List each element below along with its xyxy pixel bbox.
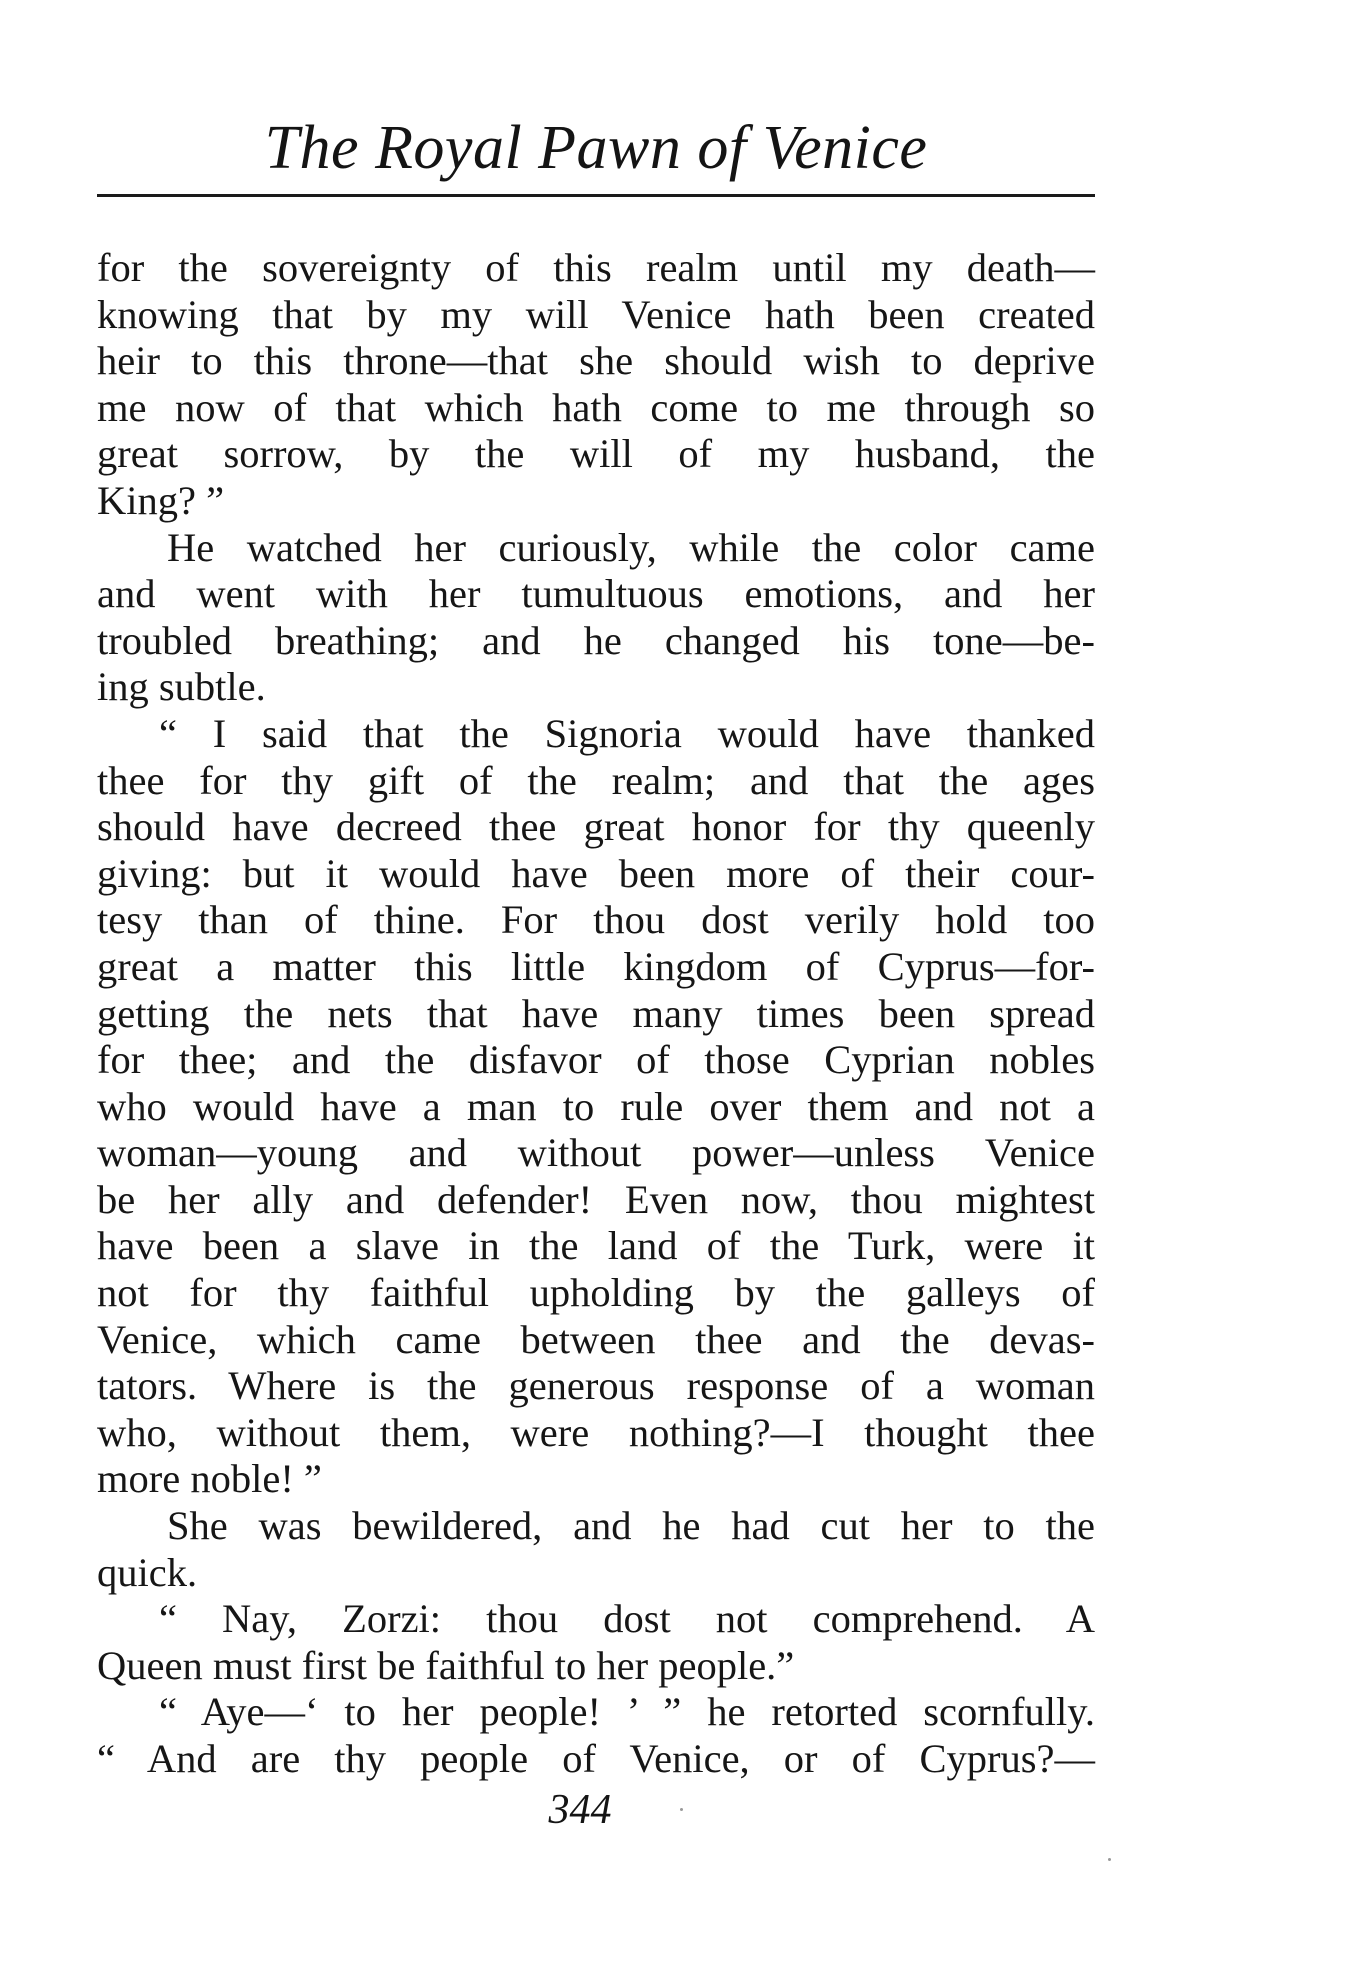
text-line: not for thy faithful upholding by the galleys of [97, 1270, 1095, 1316]
body-text [97, 245, 1095, 1783]
text-line: giving: but it would have been more of their cour- [97, 850, 1095, 896]
text-line: thee for thy gift of the realm; and that the ages [97, 757, 1095, 803]
paragraph-start-line: “ Nay, Zorzi: thou dost not comprehend. A [159, 1596, 1095, 1642]
page-number: 344 [548, 1787, 612, 1833]
text-line: getting the nets that have many times been spread [97, 990, 1095, 1036]
text-line: who, without them, were nothing?—I thought thee [97, 1409, 1095, 1455]
text-line: “ And are thy people of Venice, or of Cyprus?— [97, 1736, 1095, 1781]
text-line: quick. [97, 1549, 198, 1595]
text-line: Venice, which came between thee and the devas- [97, 1316, 1095, 1362]
text-line: and went with her tumultuous emotions, and her [97, 571, 1095, 617]
paragraph-start-line: “ I said that the Signoria would have thanked [159, 710, 1095, 756]
paragraph-start-line: “ Aye—‘ to her people! ’ ” he retorted scornfully. [159, 1689, 1095, 1735]
text-line: tesy than of thine. For thou dost verily hold too [97, 897, 1095, 943]
text-line: for thee; and the disfavor of those Cyprian nobles [97, 1037, 1095, 1083]
ink-speck [680, 1808, 683, 1811]
text-line: ing subtle. [97, 664, 266, 710]
text-line: who would have a man to rule over them and not a [97, 1083, 1095, 1129]
text-line: knowing that by my will Venice hath been created [97, 291, 1095, 337]
paragraph-start-line: She was bewildered, and he had cut her to the [167, 1503, 1095, 1549]
running-head: The Royal Pawn of Venice [264, 114, 928, 182]
text-line: heir to this throne—that she should wish to deprive [97, 338, 1095, 384]
text-line: King? ” [97, 477, 225, 523]
ink-speck [1108, 1858, 1111, 1861]
text-line: tators. Where is the generous response of a woman [97, 1363, 1095, 1409]
text-line: have been a slave in the land of the Turk, were it [97, 1223, 1095, 1269]
text-line: troubled breathing; and he changed his tone—be- [97, 617, 1095, 663]
text-line: Queen must first be faithful to her people.” [97, 1642, 795, 1688]
text-line: be her ally and defender! Even now, thou mightest [97, 1176, 1095, 1222]
text-line: should have decreed thee great honor for thy queenly [97, 804, 1095, 850]
paragraph-start-line: He watched her curiously, while the color came [167, 524, 1095, 570]
header-rule [97, 194, 1095, 197]
text-line: for the sovereignty of this realm until my death— [97, 245, 1095, 290]
text-line: great sorrow, by the will of my husband, the [97, 431, 1095, 477]
text-line: me now of that which hath come to me through so [97, 384, 1095, 430]
text-line: more noble! ” [97, 1456, 322, 1502]
text-line: woman—young and without power—unless Venice [97, 1130, 1095, 1176]
text-line: great a matter this little kingdom of Cyprus—for- [97, 943, 1095, 989]
